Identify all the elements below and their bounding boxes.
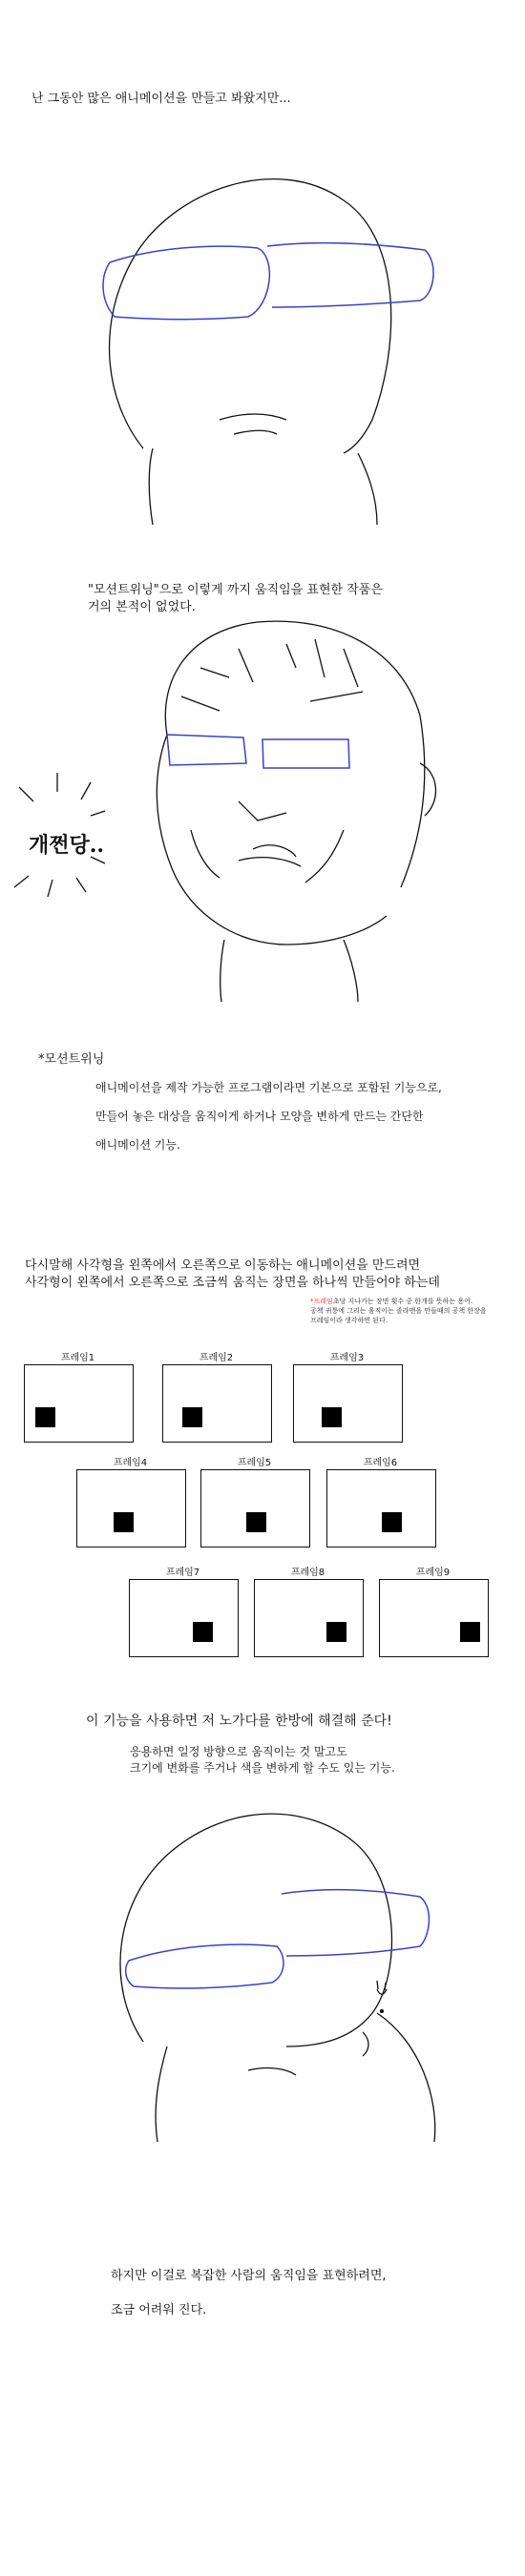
footnote-term: *프레임 (310, 1298, 333, 1305)
definition-line-3: 애니메이션 기능. (95, 1138, 180, 1152)
frame-box (326, 1469, 436, 1548)
black-square (114, 1512, 134, 1532)
frame-box (379, 1579, 489, 1657)
footnote-line-2: 공책 귀퉁에 그리는 움직이는 졸라맨을 만들때의 공책 한장을 (310, 1306, 487, 1315)
solution-line-2: 크기에 변화를 주거나 색을 변하게 할 수도 있는 기능. (130, 1761, 395, 1775)
footnote-line-1: 초당 지나가는 장면 횟수 중 한개를 뜻하는 용어. (332, 1298, 473, 1305)
frame-label: 프레임7 (165, 1568, 200, 1578)
definition-line-1: 애니메이션을 제작 가능한 프로그램이라면 기본으로 포함된 기능으로, (95, 1081, 442, 1094)
solution-line-1: 응용하면 일정 방향으로 움직이는 것 말고도 (130, 1745, 347, 1758)
black-square (382, 1512, 402, 1532)
panel1-caption: 난 그동안 많은 애니메이션을 만들고 봐왔지만... (32, 92, 291, 106)
ending-line-1: 하지만 이걸로 복잡한 사람의 움직임을 표현하려면, (111, 2269, 387, 2283)
frame-label: 프레임1 (60, 1353, 95, 1363)
face-drawing-2 (0, 611, 525, 1011)
frame-box (162, 1364, 272, 1443)
face-drawing-3 (0, 1784, 525, 2166)
black-square (326, 1622, 346, 1642)
panel2-caption-1: "모션트위닝"으로 이렇게 까지 움직임을 표현한 작품은 (88, 583, 383, 597)
frame-box (254, 1579, 364, 1657)
frame-box (293, 1364, 403, 1443)
frame-label: 프레임5 (237, 1458, 272, 1468)
frame-box (129, 1579, 239, 1657)
black-square (182, 1407, 202, 1427)
frame-label: 프레임2 (199, 1353, 234, 1363)
exclaim-text: 개쩐당.. (29, 833, 105, 858)
frame-label: 프레임8 (290, 1568, 326, 1578)
frame-label: 프레임3 (329, 1353, 365, 1363)
black-square (246, 1512, 266, 1532)
frame-footnote (310, 1298, 511, 1325)
frame-box (24, 1364, 134, 1443)
frame-label: 프레임9 (415, 1568, 451, 1578)
black-square (460, 1622, 480, 1642)
ending-line-2: 조금 어려워 진다. (111, 2303, 207, 2317)
frame-box (200, 1469, 310, 1548)
panel2-caption-2: 거의 본적이 없었다. (88, 600, 196, 614)
explain-line-1: 다시말해 사각형을 왼쪽에서 오른쪽으로 이동하는 애니메이션을 만드려면 (25, 1258, 421, 1273)
black-square (193, 1622, 213, 1642)
face-drawing-1 (0, 105, 525, 544)
frame-label: 프레임4 (113, 1458, 148, 1468)
explain-line-2: 사각형이 왼쪽에서 오른쪽으로 조금씩 움직는 장면을 하나씩 만들어야 하는데 (25, 1276, 440, 1290)
definition-line-2: 만들어 놓은 대상을 움직이게 하거나 모양을 변하게 만드는 간단한 (95, 1110, 424, 1123)
frame-box (76, 1469, 186, 1548)
definition-term: *모션트위닝 (38, 1052, 105, 1067)
black-square (322, 1407, 342, 1427)
black-square (35, 1407, 55, 1427)
footnote-line-3: 프레임이라 생각하면 된다. (310, 1316, 388, 1324)
solution-headline: 이 기능을 사용하면 저 노가다를 한방에 해결해 준다! (86, 1714, 392, 1729)
frame-label: 프레임6 (363, 1458, 398, 1468)
